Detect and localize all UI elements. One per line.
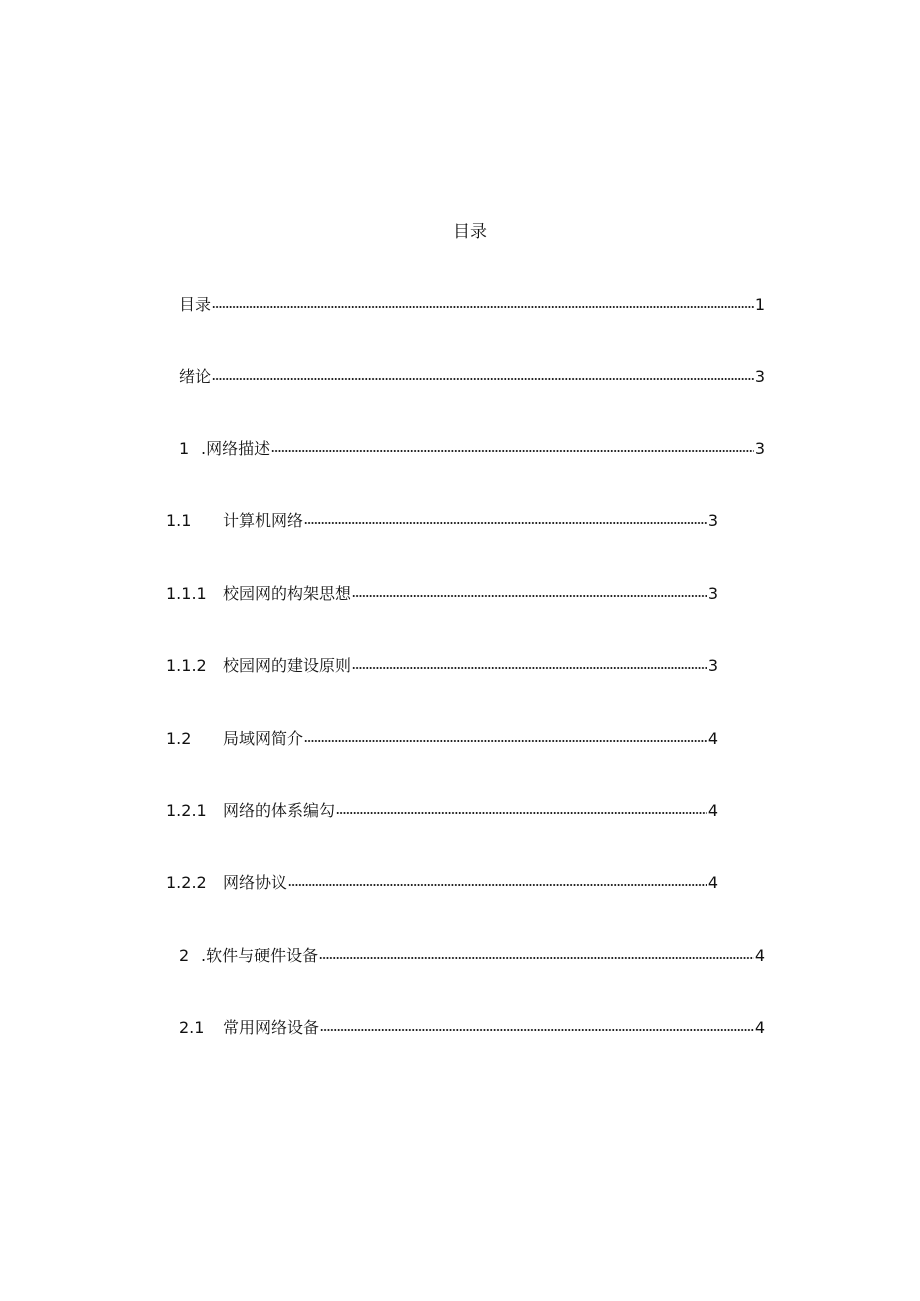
- toc-entry[interactable]: [179, 1017, 765, 1039]
- toc-entry[interactable]: [166, 800, 718, 822]
- toc-dot-leader: [212, 304, 754, 310]
- toc-entry-number: 2.1: [179, 1018, 205, 1037]
- toc-entry-text: 绪论: [179, 367, 212, 386]
- toc-entry-text: 局域网简介: [223, 729, 304, 748]
- toc-entry[interactable]: [166, 728, 718, 750]
- toc-entry-page: 4: [707, 873, 718, 892]
- toc-entry-text: 网络协议: [223, 873, 288, 892]
- toc-entry-number: 2: [179, 946, 190, 965]
- toc-entry-page: 4: [707, 801, 718, 820]
- toc-entry[interactable]: [166, 655, 718, 677]
- toc-entry-page: 3: [754, 439, 765, 458]
- toc-dot-leader: [288, 882, 707, 888]
- toc-entry-page: 3: [707, 511, 718, 530]
- toc-entry[interactable]: [166, 872, 718, 894]
- toc-entry-number: 1.2: [166, 729, 192, 748]
- toc-entry[interactable]: [179, 438, 765, 460]
- toc-entry-text: 网络的体系编勾: [223, 801, 336, 820]
- toc-entry-page: 3: [707, 656, 718, 675]
- toc-entry-page: 4: [754, 946, 765, 965]
- toc-entry-text: 计算机网络: [223, 511, 304, 530]
- toc-entry[interactable]: [179, 945, 765, 967]
- toc-entry-number: 1.1.1: [166, 584, 207, 603]
- toc-entry-number: 1.1: [166, 511, 192, 530]
- toc-entry-page: 3: [754, 367, 765, 386]
- toc-dot-leader: [320, 1027, 754, 1033]
- toc-entry-page: 3: [707, 584, 718, 603]
- toc-entry[interactable]: [166, 510, 718, 532]
- toc-dot-leader: [304, 520, 707, 526]
- toc-entry-text: 目录: [179, 295, 212, 314]
- toc-entry[interactable]: [179, 366, 765, 388]
- toc-dot-leader: [319, 955, 754, 961]
- toc-entry[interactable]: [179, 294, 765, 316]
- toc-entry-number: 1.1.2: [166, 656, 207, 675]
- toc-dot-leader: [352, 665, 707, 671]
- toc-entry[interactable]: [166, 583, 718, 605]
- toc-entry-number: 1.2.1: [166, 801, 207, 820]
- toc-entry-number: 1.2.2: [166, 873, 207, 892]
- toc-entry-page: 4: [754, 1018, 765, 1037]
- toc-dot-leader: [212, 376, 754, 382]
- toc-entry-text: 常用网络设备: [223, 1018, 320, 1037]
- toc-dot-leader: [352, 593, 707, 599]
- page-title: 目录: [453, 222, 487, 242]
- toc-dot-leader: [336, 810, 707, 816]
- toc-entry-text: 校园网的构架思想: [223, 584, 352, 603]
- toc-entry-text: .软件与硬件设备: [201, 946, 319, 965]
- toc-dot-leader: [304, 738, 707, 744]
- toc-dot-leader: [271, 448, 754, 454]
- toc-entry-page: 1: [754, 295, 765, 314]
- toc-entry-number: 1: [179, 439, 190, 458]
- toc-entry-text: 校园网的建设原则: [223, 656, 352, 675]
- toc-entry-page: 4: [707, 729, 718, 748]
- toc-entry-text: .网络描述: [201, 439, 271, 458]
